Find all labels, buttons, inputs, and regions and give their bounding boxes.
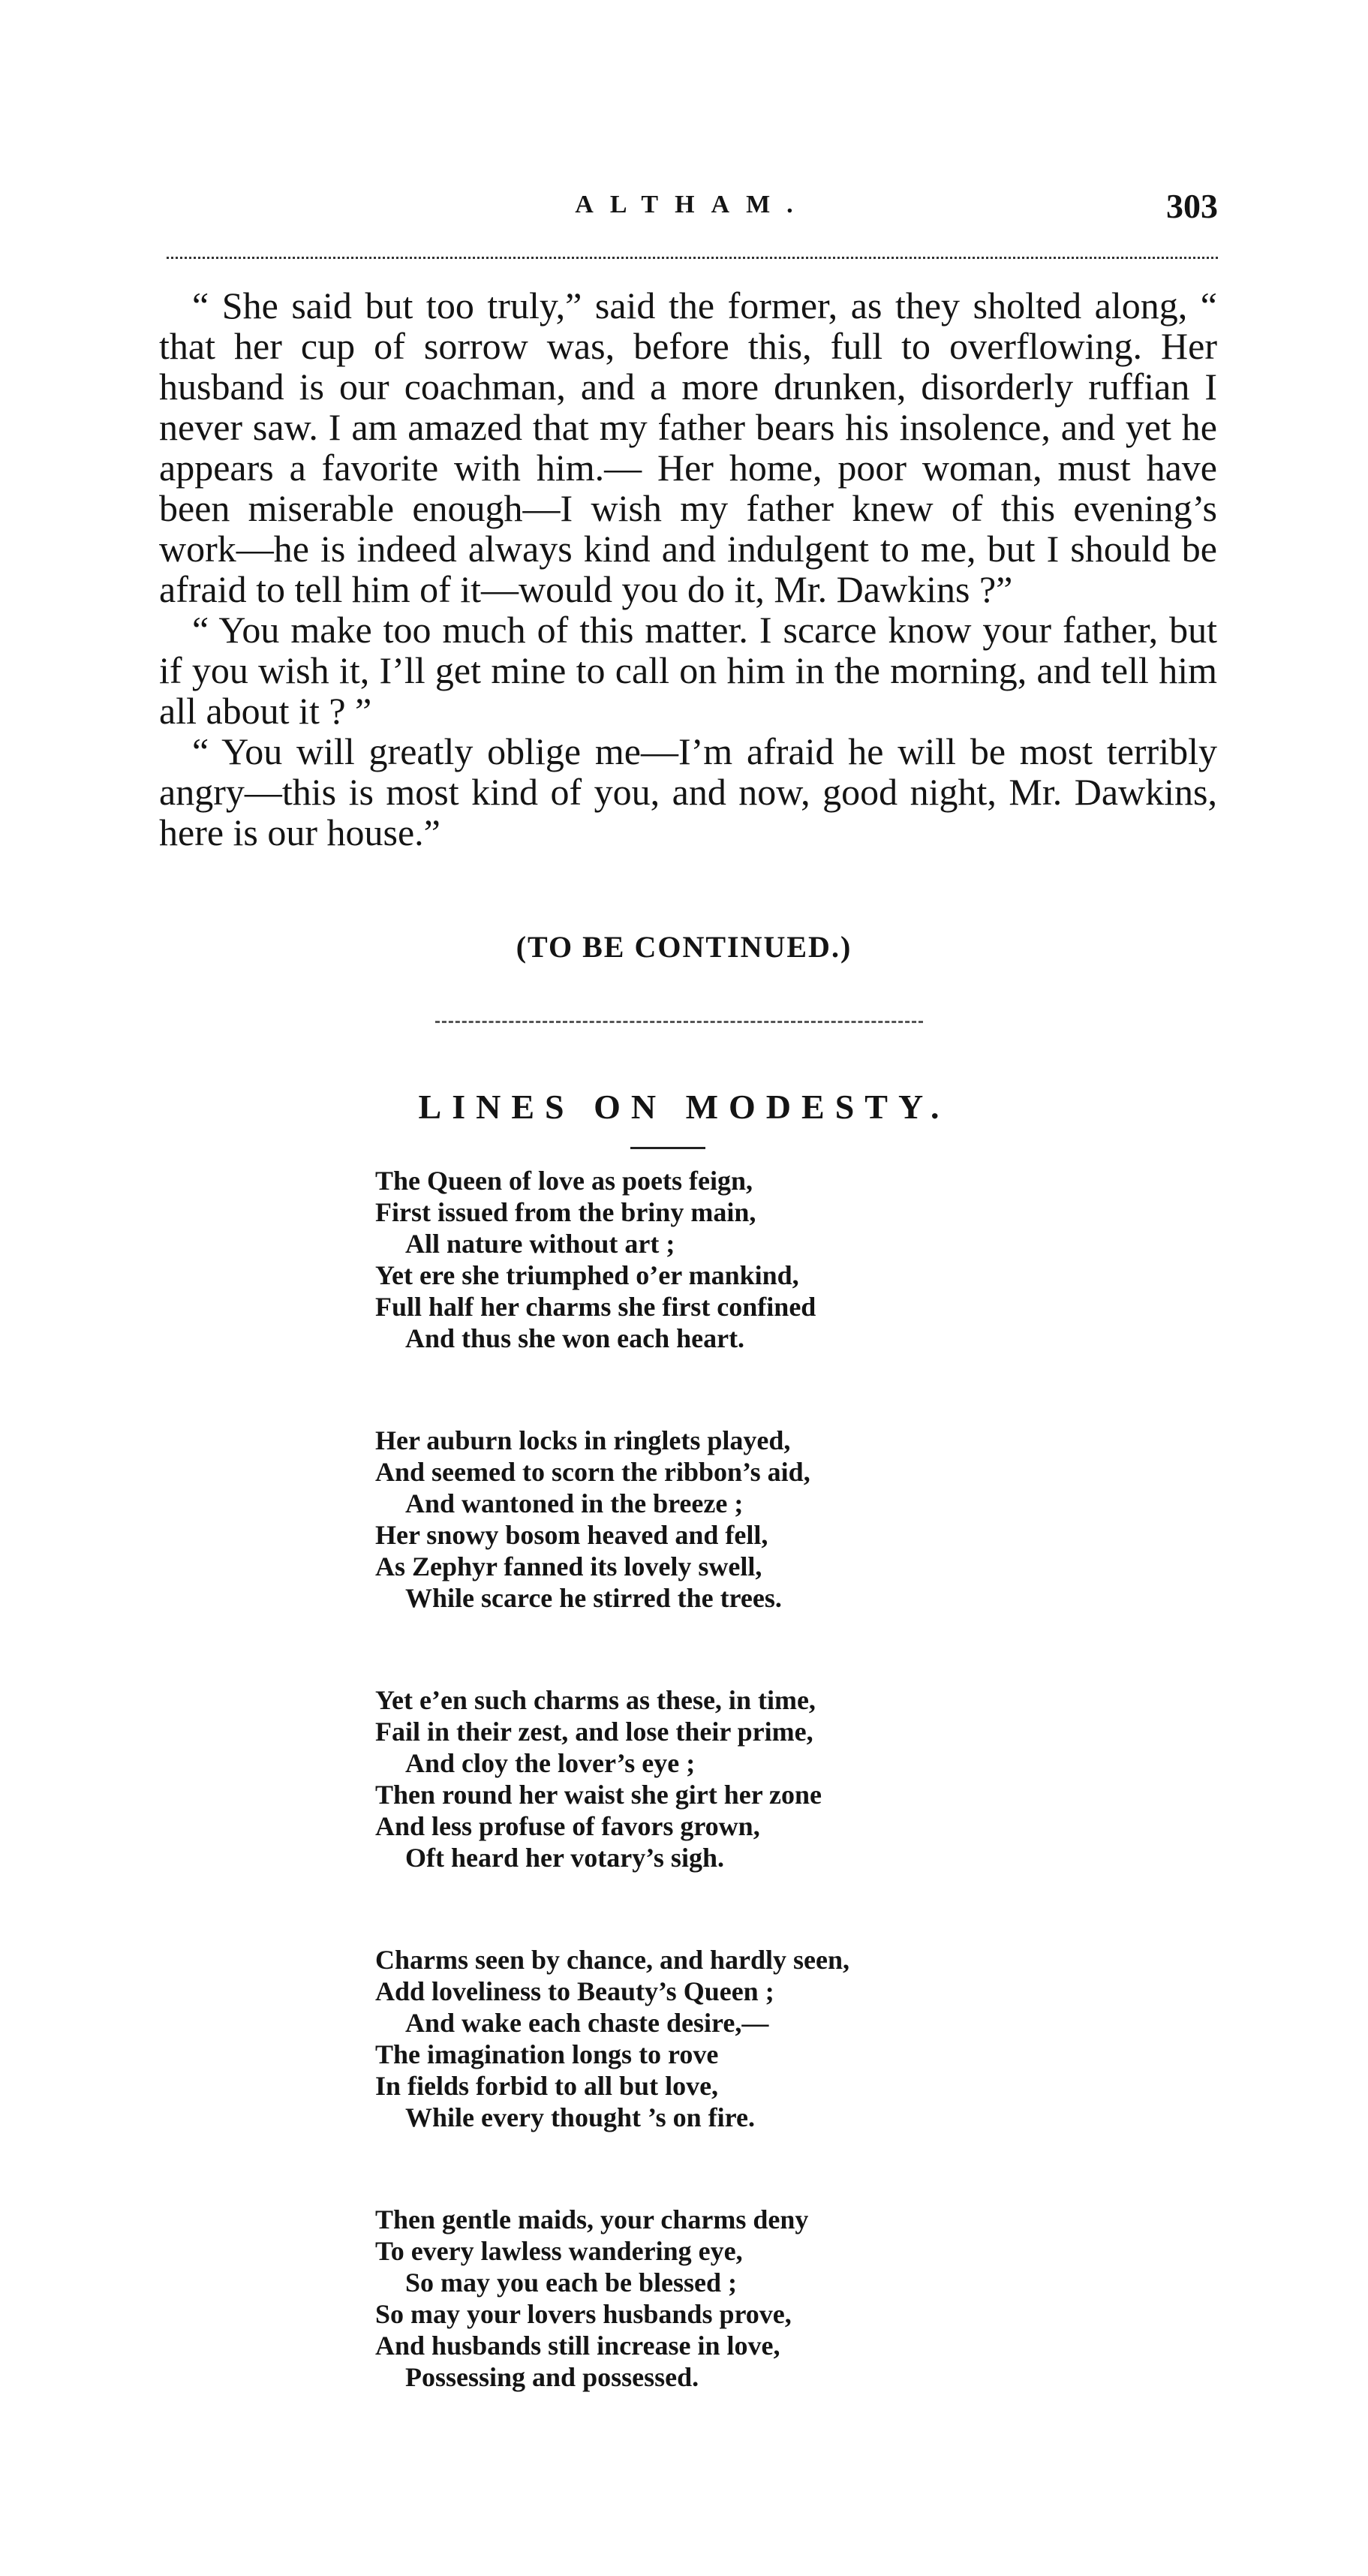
poem-line: Then gentle maids, your charms deny xyxy=(375,2204,809,2234)
poem-line: While every thought ’s on fire. xyxy=(405,2102,755,2132)
stanza xyxy=(375,1425,961,1614)
poem-line: Fail in their zest, and lose their prime, xyxy=(375,1717,813,1747)
poem-line: And seemed to scorn the ribbon’s aid, xyxy=(375,1457,810,1487)
poem xyxy=(375,1165,961,2463)
poem-line: As Zephyr fanned its lovely swell, xyxy=(375,1551,762,1581)
paragraph: “ She said but too truly,” said the former, as they sholted along, “ that her cup of sorrow was, before this, full to overflowing. Her husband is our coachman, and a more drunken, disorderly ruffian I never saw. I am amazed that my father bears his insolence, and yet he appears a favorite with him.— Her home, poor woman, must have been miserable enough—I wish my father knew of this evening’s work—he is indeed always kind and indulgent to me, but I should be afraid to tell him of it—would you do it, Mr. Dawkins ?” xyxy=(159,284,1217,610)
poem-line: The Queen of love as poets feign, xyxy=(375,1166,753,1196)
poem-line: And less profuse of favors grown, xyxy=(375,1811,760,1841)
poem-line: Add loveliness to Beauty’s Queen ; xyxy=(375,1976,774,2006)
poem-line: And wake each chaste desire,— xyxy=(405,2008,769,2038)
poem-line: Then round her waist she girt her zone xyxy=(375,1780,822,1810)
stanza xyxy=(375,2204,961,2393)
poem-line: While scarce he stirred the trees. xyxy=(405,1583,782,1613)
running-title: ALTHAM. xyxy=(575,191,810,218)
poem-line: Her snowy bosom heaved and fell, xyxy=(375,1520,768,1550)
poem-line: All nature without art ; xyxy=(405,1229,675,1259)
poem-line: Yet e’en such charms as these, in time, xyxy=(375,1685,816,1715)
poem-line: In fields forbid to all but love, xyxy=(375,2071,719,2101)
story-text xyxy=(159,285,1217,853)
poem-line: Possessing and possessed. xyxy=(405,2362,699,2392)
stanza xyxy=(375,1684,961,1873)
poem-line: So may you each be blessed ; xyxy=(405,2268,738,2298)
title-rule xyxy=(630,1147,705,1149)
poem-line: Full half her charms she first confined xyxy=(375,1292,816,1322)
poem-title: LINES ON MODESTY. xyxy=(418,1088,950,1126)
header-rule xyxy=(167,257,1218,259)
poem-line: Oft heard her votary’s sigh. xyxy=(405,1843,724,1873)
running-head xyxy=(167,186,1218,239)
poem-line: And wantoned in the breeze ; xyxy=(405,1488,744,1518)
stanza xyxy=(375,1944,961,2133)
page-number: 303 xyxy=(1166,187,1218,225)
poem-line: And husbands still increase in love, xyxy=(375,2331,780,2361)
poem-line: And cloy the lover’s eye ; xyxy=(405,1748,696,1778)
poem-line: To every lawless wandering eye, xyxy=(375,2236,743,2266)
poem-line: Charms seen by chance, and hardly seen, xyxy=(375,1945,850,1975)
poem-line: Her auburn locks in ringlets played, xyxy=(375,1425,791,1455)
paragraph: “ You make too much of this matter. I scarce know your father, but if you wish it, I’ll get mine to call on him in the morning, and tell him all about it ? ” xyxy=(159,609,1217,732)
section-divider xyxy=(435,1021,923,1023)
poem-line: And thus she won each heart. xyxy=(405,1323,745,1353)
continued-note: (TO BE CONTINUED.) xyxy=(516,930,852,964)
poem-line: So may your lovers husbands prove, xyxy=(375,2299,792,2329)
poem-line: The imagination longs to rove xyxy=(375,2039,719,2069)
paragraph: “ You will greatly oblige me—I’m afraid he will be most terribly angry—this is most kind of you, and now, good night, Mr. Dawkins, here is our house.” xyxy=(159,730,1217,853)
poem-line: Yet ere she triumphed o’er mankind, xyxy=(375,1260,799,1290)
stanza xyxy=(375,1165,961,1354)
poem-line: First issued from the briny main, xyxy=(375,1197,756,1227)
